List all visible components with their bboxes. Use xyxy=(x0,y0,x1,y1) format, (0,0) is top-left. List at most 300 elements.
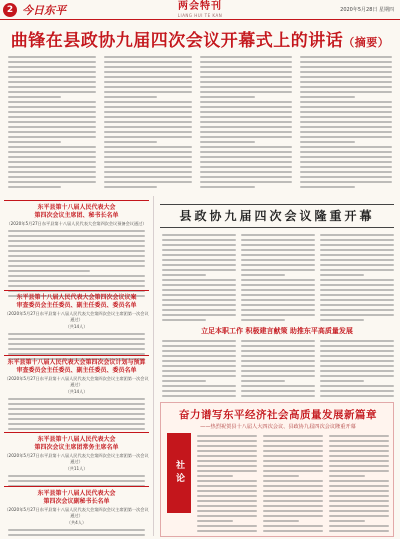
text-line xyxy=(241,284,315,286)
section-header xyxy=(150,1,250,19)
text-line xyxy=(329,515,389,517)
notice-count: （共14人） xyxy=(65,389,88,394)
text-line xyxy=(320,274,364,276)
text-line xyxy=(104,161,192,163)
text-line xyxy=(320,365,394,367)
text-line xyxy=(320,345,394,347)
text-line xyxy=(8,534,145,536)
text-line xyxy=(320,284,394,286)
text-line xyxy=(162,299,236,301)
column-divider xyxy=(153,196,154,536)
text-line xyxy=(162,390,236,392)
text-line xyxy=(263,490,323,492)
text-line xyxy=(162,314,236,316)
text-line xyxy=(320,279,394,281)
text-line xyxy=(263,510,323,512)
text-line xyxy=(263,470,323,472)
notice-2 xyxy=(4,290,149,363)
text-line xyxy=(320,239,394,241)
text-line xyxy=(300,156,392,158)
text-line xyxy=(329,530,389,532)
text-line xyxy=(300,146,392,148)
text-line xyxy=(162,350,236,352)
text-line xyxy=(104,76,192,78)
text-line xyxy=(8,181,96,183)
notice-body xyxy=(4,529,149,539)
text-line xyxy=(8,250,145,252)
text-line xyxy=(300,106,392,108)
text-line xyxy=(200,116,292,118)
text-line xyxy=(329,445,389,447)
text-line xyxy=(200,66,292,68)
cppcc-body-col-1 xyxy=(162,234,236,324)
text-line xyxy=(197,500,257,502)
text-line xyxy=(263,495,323,497)
text-line xyxy=(162,340,236,342)
text-line xyxy=(200,136,292,138)
notice-subtitle: （2020年5月27日东平县第十八届人民代表大会第四次会议主席团第一次会议通过） xyxy=(4,453,149,464)
text-line xyxy=(8,61,96,63)
text-line xyxy=(241,289,315,291)
text-line xyxy=(104,111,192,113)
text-line xyxy=(162,254,236,256)
text-line xyxy=(104,156,192,158)
text-line xyxy=(241,249,315,251)
text-line xyxy=(241,385,315,387)
text-line xyxy=(329,490,389,492)
text-line xyxy=(197,490,257,492)
text-line xyxy=(320,299,394,301)
text-line xyxy=(8,66,96,68)
text-line xyxy=(300,91,392,93)
text-line xyxy=(162,380,206,382)
speech-body-col-1 xyxy=(8,56,96,191)
text-line xyxy=(300,141,355,143)
text-line xyxy=(241,345,315,347)
text-line xyxy=(320,340,394,342)
text-line xyxy=(162,259,236,261)
section-subheading: 立足本职工作 积极建言献策 助推东平高质量发展 xyxy=(201,327,353,335)
text-line xyxy=(162,284,236,286)
text-line xyxy=(241,370,315,372)
text-line xyxy=(300,131,392,133)
editorial-badge: 社论 xyxy=(167,433,191,513)
text-line xyxy=(8,141,61,143)
text-line xyxy=(8,166,96,168)
text-line xyxy=(300,76,392,78)
text-line xyxy=(300,96,355,98)
text-line xyxy=(162,395,236,397)
text-line xyxy=(8,245,145,247)
text-line xyxy=(8,71,96,73)
text-line xyxy=(197,460,257,462)
notice-count: （共14人） xyxy=(65,324,88,329)
text-line xyxy=(104,166,192,168)
text-line xyxy=(241,264,315,266)
text-line xyxy=(8,413,145,415)
text-line xyxy=(8,403,145,405)
text-line xyxy=(8,260,145,262)
text-line xyxy=(197,510,257,512)
text-line xyxy=(320,259,394,261)
subhead-body-col-1 xyxy=(162,340,236,400)
text-line xyxy=(162,269,236,271)
text-line xyxy=(8,280,145,282)
text-line xyxy=(162,234,236,236)
text-line xyxy=(241,279,315,281)
text-line xyxy=(241,355,315,357)
text-line xyxy=(300,186,355,188)
text-line xyxy=(197,445,257,447)
speech-body-col-4 xyxy=(300,56,392,191)
notice-subtitle: （2020年5月27日东平县第十八届人民代表大会第四次会议主席团第一次会议通过） xyxy=(4,507,149,518)
text-line xyxy=(300,181,392,183)
text-line xyxy=(104,176,192,178)
text-line xyxy=(320,360,394,362)
text-line xyxy=(200,186,255,188)
cppcc-body-col-2 xyxy=(241,234,315,324)
text-line xyxy=(8,156,96,158)
text-line xyxy=(329,500,389,502)
text-line xyxy=(300,171,392,173)
section-pinyin: LIANG HUI TE KAN xyxy=(177,13,223,18)
text-line xyxy=(329,440,389,442)
text-line xyxy=(329,520,365,522)
text-line xyxy=(200,151,292,153)
notice-title: 东平县第十八届人民代表大会 第四次会议副秘书长名单 xyxy=(37,490,116,505)
text-line xyxy=(263,530,323,532)
text-line xyxy=(162,370,236,372)
editorial-body-col-3 xyxy=(329,435,389,535)
text-line xyxy=(300,161,392,163)
text-line xyxy=(197,515,257,517)
notice-body xyxy=(4,398,149,430)
text-line xyxy=(197,475,233,477)
editorial-body-col-2 xyxy=(263,435,323,535)
text-line xyxy=(104,106,192,108)
text-line xyxy=(320,375,394,377)
text-line xyxy=(200,96,255,98)
text-line xyxy=(162,375,236,377)
text-line xyxy=(8,171,96,173)
text-line xyxy=(300,81,392,83)
text-line xyxy=(197,450,257,452)
text-line xyxy=(300,121,392,123)
text-line xyxy=(241,304,315,306)
text-line xyxy=(8,81,96,83)
section-title: 两会特刊 xyxy=(178,1,222,12)
text-line xyxy=(8,86,96,88)
text-line xyxy=(200,91,292,93)
text-line xyxy=(329,480,389,482)
text-line xyxy=(200,131,292,133)
text-line xyxy=(104,136,192,138)
text-line xyxy=(197,520,233,522)
text-line xyxy=(8,230,145,232)
text-line xyxy=(300,71,392,73)
subhead-body-col-3 xyxy=(320,340,394,400)
text-line xyxy=(162,360,236,362)
text-line xyxy=(104,151,192,153)
cppcc-opening-headline: 县政协九届四次会议隆重开幕 xyxy=(160,204,394,228)
text-line xyxy=(104,131,192,133)
text-line xyxy=(300,66,392,68)
text-line xyxy=(320,314,394,316)
text-line xyxy=(329,475,365,477)
text-line xyxy=(320,304,394,306)
text-line xyxy=(300,126,392,128)
text-line xyxy=(197,440,257,442)
text-line xyxy=(263,520,299,522)
text-line xyxy=(200,86,292,88)
notice-1 xyxy=(4,200,149,300)
text-line xyxy=(263,450,323,452)
text-line xyxy=(263,480,323,482)
text-line xyxy=(241,309,315,311)
text-line xyxy=(329,460,389,462)
text-line xyxy=(320,370,394,372)
text-line xyxy=(241,380,285,382)
notice-subtitle: （2020年5月27日东平县第十八届人民代表大会第四次会议主席团第一次会议通过） xyxy=(4,376,149,387)
text-line xyxy=(162,279,236,281)
text-line xyxy=(200,156,292,158)
text-line xyxy=(200,166,292,168)
text-line xyxy=(104,146,192,148)
text-line xyxy=(162,319,206,321)
text-line xyxy=(104,66,192,68)
text-line xyxy=(197,435,257,437)
text-line xyxy=(8,338,145,340)
text-line xyxy=(197,505,257,507)
text-line xyxy=(320,390,394,392)
text-line xyxy=(162,274,206,276)
text-line xyxy=(8,161,96,163)
text-line xyxy=(241,294,315,296)
text-line xyxy=(197,525,257,527)
text-line xyxy=(8,111,96,113)
text-line xyxy=(197,480,257,482)
text-line xyxy=(200,141,255,143)
text-line xyxy=(8,186,61,188)
text-line xyxy=(8,343,145,345)
text-line xyxy=(162,264,236,266)
text-line xyxy=(162,289,236,291)
text-line xyxy=(200,171,292,173)
text-line xyxy=(200,61,292,63)
notice-subtitle: （2020年5月27日东平县第十八届人民代表大会第四次会议预备会议通过） xyxy=(6,221,147,226)
text-line xyxy=(329,455,389,457)
editorial-body-col-1 xyxy=(197,435,257,535)
text-line xyxy=(104,121,192,123)
text-line xyxy=(104,126,192,128)
text-line xyxy=(320,244,394,246)
text-line xyxy=(8,480,145,482)
text-line xyxy=(241,365,315,367)
notice-body xyxy=(4,230,149,297)
main-headline-suffix: （摘要） xyxy=(343,36,390,49)
text-line xyxy=(329,485,389,487)
text-line xyxy=(300,176,392,178)
text-line xyxy=(241,269,315,271)
notice-count: （共11人） xyxy=(65,466,88,471)
text-line xyxy=(8,101,96,103)
text-line xyxy=(104,61,192,63)
text-line xyxy=(162,239,236,241)
text-line xyxy=(320,395,394,397)
text-line xyxy=(8,76,96,78)
text-line xyxy=(8,255,145,257)
text-line xyxy=(8,116,96,118)
notice-title: 东平县第十八届人民代表大会 第四次会议主席团、秘书长名单 xyxy=(34,204,119,219)
text-line xyxy=(162,345,236,347)
notice-title: 东平县第十八届人民代表大会第四次会议计划与预算 审查委员会主任委员、副主任委员、委员名单 xyxy=(7,359,146,374)
text-line xyxy=(200,71,292,73)
main-headline xyxy=(10,26,390,51)
page-number: 2 xyxy=(3,3,17,17)
text-line xyxy=(263,525,323,527)
text-line xyxy=(200,106,292,108)
text-line xyxy=(162,355,236,357)
text-line xyxy=(320,264,394,266)
text-line xyxy=(200,101,292,103)
editorial-subtitle: ——热烈祝贺县十八届人大四次会议、县政协九届四次会议隆重开幕 xyxy=(200,424,356,430)
text-line xyxy=(263,505,323,507)
text-line xyxy=(241,395,315,397)
text-line xyxy=(200,126,292,128)
notice-title: 东平县第十八届人民代表大会 第四次会议主席团常务主席名单 xyxy=(34,436,119,451)
main-headline-text: 曲锋在县政协九届四次会议开幕式上的讲话 xyxy=(10,31,344,51)
text-line xyxy=(200,81,292,83)
text-line xyxy=(104,81,192,83)
text-line xyxy=(300,136,392,138)
text-line xyxy=(200,56,292,58)
text-line xyxy=(263,515,323,517)
text-line xyxy=(8,285,145,287)
text-line xyxy=(104,56,192,58)
text-line xyxy=(263,435,323,437)
text-line xyxy=(241,340,315,342)
text-line xyxy=(8,240,145,242)
text-line xyxy=(200,176,292,178)
text-line xyxy=(197,495,257,497)
text-line xyxy=(8,121,96,123)
text-line xyxy=(329,525,389,527)
text-line xyxy=(241,239,315,241)
text-line xyxy=(104,101,192,103)
text-line xyxy=(329,505,389,507)
masthead xyxy=(0,0,400,20)
text-line xyxy=(300,61,392,63)
text-line xyxy=(104,91,192,93)
subhead-body-col-2 xyxy=(241,340,315,400)
text-line xyxy=(8,265,145,267)
text-line xyxy=(241,244,315,246)
text-line xyxy=(241,234,315,236)
brand-logo: 今日东平 xyxy=(22,4,66,17)
text-line xyxy=(263,475,299,477)
notice-4 xyxy=(4,432,149,490)
text-line xyxy=(8,106,96,108)
text-line xyxy=(300,111,392,113)
text-line xyxy=(320,355,394,357)
text-line xyxy=(300,101,392,103)
text-line xyxy=(263,440,323,442)
text-line xyxy=(197,530,257,532)
text-line xyxy=(320,309,394,311)
text-line xyxy=(197,465,257,467)
notice-count: （共4人） xyxy=(66,520,87,525)
text-line xyxy=(300,151,392,153)
text-line xyxy=(241,319,285,321)
text-line xyxy=(8,275,145,277)
text-line xyxy=(8,475,145,477)
notice-title: 东平县第十八届人民代表大会第四次会议议案 审查委员会主任委员、副主任委员、委员名单 xyxy=(16,294,137,309)
text-line xyxy=(104,141,157,143)
speech-body-col-3 xyxy=(200,56,292,191)
text-line xyxy=(241,259,315,261)
text-line xyxy=(197,455,257,457)
text-line xyxy=(8,418,145,420)
text-line xyxy=(104,71,192,73)
text-line xyxy=(200,121,292,123)
text-line xyxy=(263,465,323,467)
text-line xyxy=(200,76,292,78)
text-line xyxy=(104,116,192,118)
text-line xyxy=(320,254,394,256)
text-line xyxy=(8,146,96,148)
text-line xyxy=(104,96,157,98)
editorial-title: 奋力谱写东平经济社会高质量发展新篇章 xyxy=(179,409,377,421)
text-line xyxy=(162,385,236,387)
text-line xyxy=(8,96,61,98)
text-line xyxy=(320,234,394,236)
text-line xyxy=(300,56,392,58)
text-line xyxy=(320,385,394,387)
text-line xyxy=(329,435,389,437)
notice-3 xyxy=(4,355,149,433)
text-line xyxy=(8,126,96,128)
text-line xyxy=(320,289,394,291)
text-line xyxy=(8,151,96,153)
text-line xyxy=(320,380,364,382)
text-line xyxy=(8,131,96,133)
text-line xyxy=(104,186,157,188)
text-line xyxy=(8,333,145,335)
text-line xyxy=(8,423,145,425)
text-line xyxy=(241,390,315,392)
text-line xyxy=(8,136,96,138)
text-line xyxy=(104,181,192,183)
text-line xyxy=(263,445,323,447)
text-line xyxy=(200,181,292,183)
text-line xyxy=(241,350,315,352)
text-line xyxy=(162,304,236,306)
text-line xyxy=(300,116,392,118)
text-line xyxy=(162,309,236,311)
text-line xyxy=(8,270,90,272)
speech-body-col-2 xyxy=(104,56,192,191)
text-line xyxy=(263,455,323,457)
text-line xyxy=(263,500,323,502)
text-line xyxy=(8,91,96,93)
text-line xyxy=(162,249,236,251)
text-line xyxy=(329,450,389,452)
text-line xyxy=(8,56,96,58)
text-line xyxy=(329,495,389,497)
dateline: 2020年5月28日 星期四 xyxy=(340,7,394,13)
notice-5 xyxy=(4,486,149,539)
text-line xyxy=(320,249,394,251)
